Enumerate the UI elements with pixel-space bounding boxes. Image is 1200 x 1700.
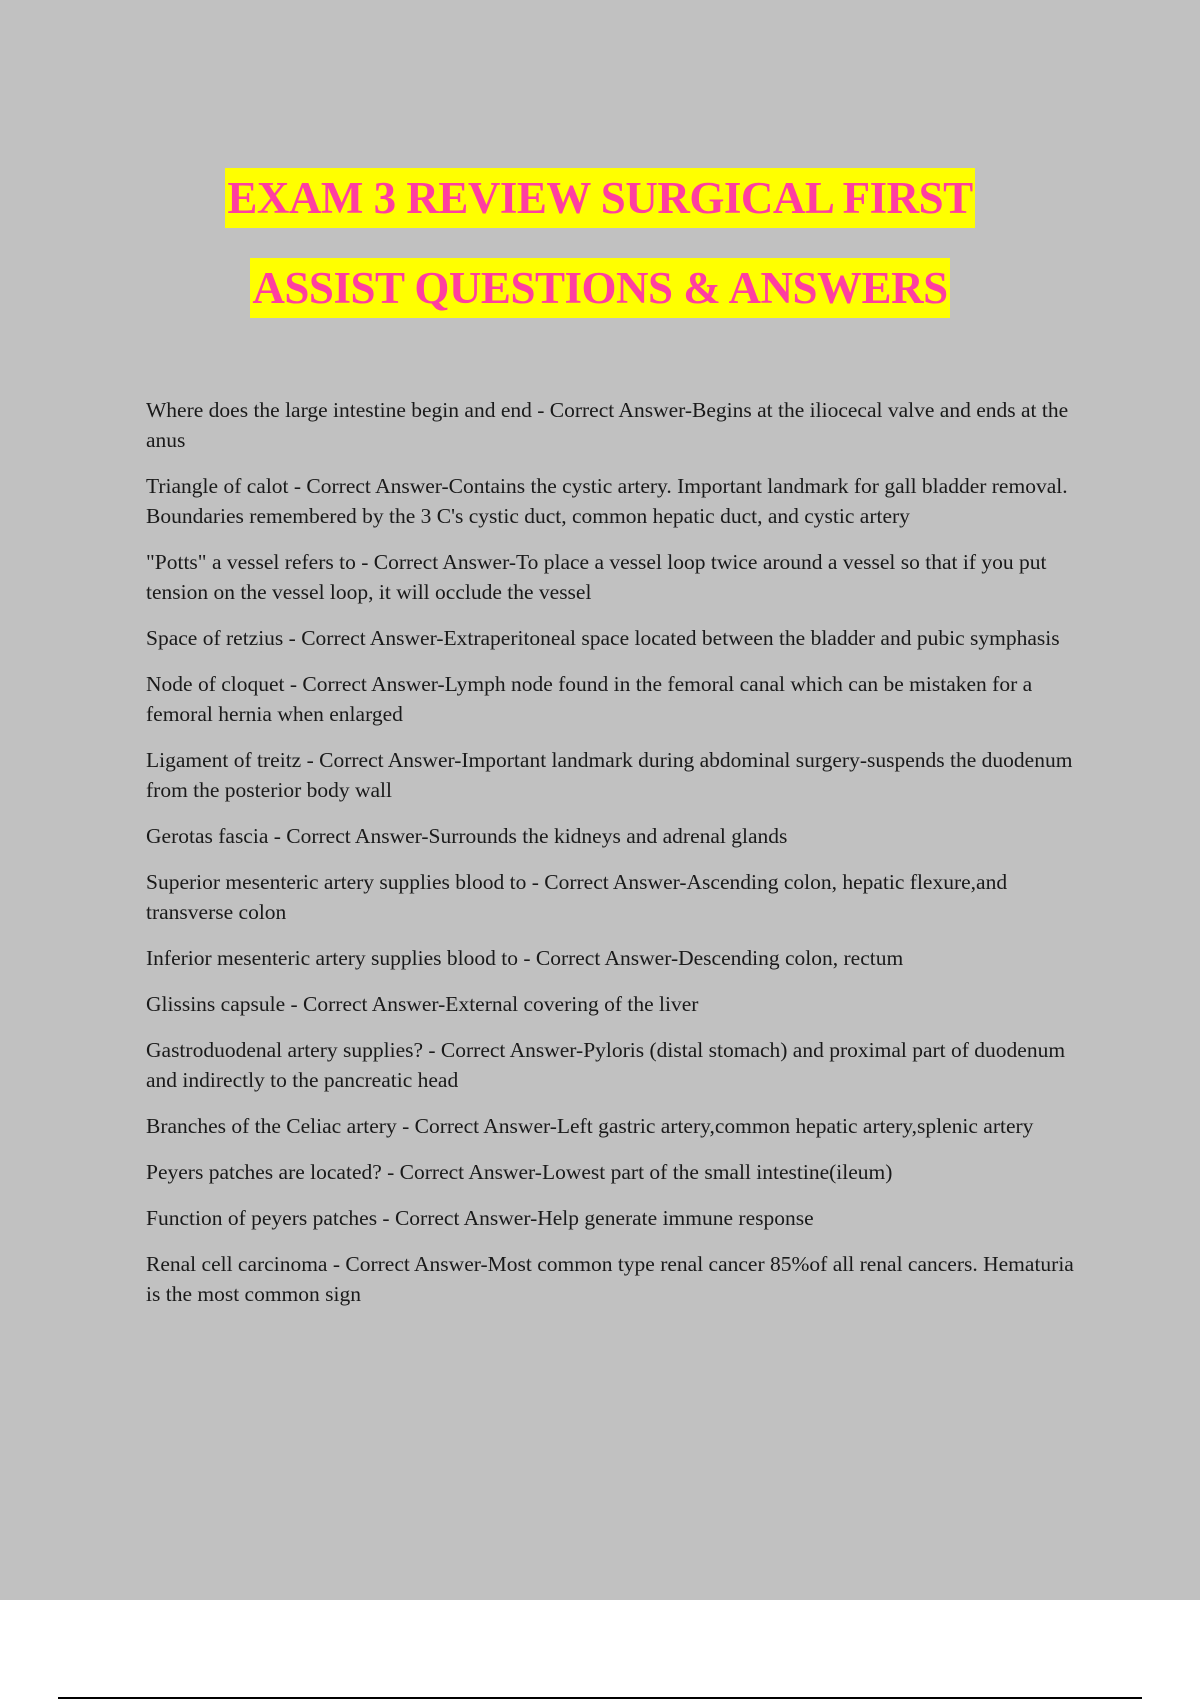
qa-list bbox=[146, 395, 1088, 1325]
qa-item: Peyers patches are located? - Correct Answer-Lowest part of the small intestine(ileum) bbox=[146, 1160, 893, 1184]
qa-item: "Potts" a vessel refers to - Correct Answer-To place a vessel loop twice around a vessel so that if you put tension on the vessel loop, it will occlude the vessel bbox=[146, 550, 1047, 604]
qa-item: Where does the large intestine begin and end - Correct Answer-Begins at the iliocecal valve and ends at the anus bbox=[146, 398, 1069, 452]
title-line-2: ASSIST QUESTIONS & ANSWERS bbox=[250, 258, 949, 318]
qa-item: Glissins capsule - Correct Answer-External covering of the liver bbox=[146, 992, 699, 1016]
title-line-1: EXAM 3 REVIEW SURGICAL FIRST bbox=[225, 168, 974, 228]
qa-item: Gastroduodenal artery supplies? - Correct Answer-Pyloris (distal stomach) and proximal part of duodenum and indirectly to the pancreatic head bbox=[146, 1038, 1066, 1092]
qa-item: Renal cell carcinoma - Correct Answer-Most common type renal cancer 85%of all renal cancers. Hematuria is the most common sign bbox=[146, 1252, 1074, 1306]
qa-item: Ligament of treitz - Correct Answer-Important landmark during abdominal surgery-suspends the duodenum from the posterior body wall bbox=[146, 748, 1073, 802]
qa-item: Node of cloquet - Correct Answer-Lymph node found in the femoral canal which can be mistaken for a femoral hernia when enlarged bbox=[146, 672, 1033, 726]
qa-item: Function of peyers patches - Correct Answer-Help generate immune response bbox=[146, 1206, 814, 1230]
qa-item: Superior mesenteric artery supplies blood to - Correct Answer-Ascending colon, hepatic flexure,and transverse colon bbox=[146, 870, 1008, 924]
qa-item: Branches of the Celiac artery - Correct Answer-Left gastric artery,common hepatic artery,splenic artery bbox=[146, 1114, 1034, 1138]
qa-item: Triangle of calot - Correct Answer-Contains the cystic artery. Important landmark for gall bladder removal. Boundaries remembered by the 3 C's cystic duct, common hepatic duct, and cystic artery bbox=[146, 474, 1068, 528]
qa-item: Inferior mesenteric artery supplies blood to - Correct Answer-Descending colon, rectum bbox=[146, 946, 904, 970]
bottom-divider bbox=[58, 1697, 1142, 1699]
qa-item: Gerotas fascia - Correct Answer-Surrounds the kidneys and adrenal glands bbox=[146, 824, 788, 848]
qa-item: Space of retzius - Correct Answer-Extraperitoneal space located between the bladder and pubic symphasis bbox=[146, 626, 1060, 650]
document-title bbox=[0, 168, 1200, 318]
